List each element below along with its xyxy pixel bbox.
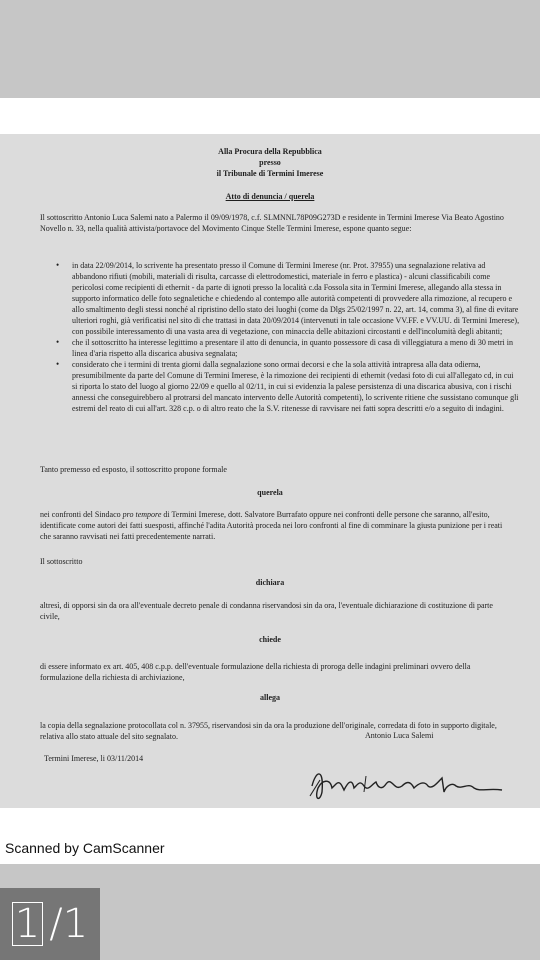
chiede-heading: chiede [259,635,281,644]
undersigned-line: Il sottoscritto [40,557,83,566]
addressee-line-1: Alla Procura della Repubblica [218,147,322,156]
total-pages: /1 [49,901,89,947]
scanned-document [0,134,540,808]
chiede-paragraph: di essere informato ex art. 405, 408 c.p.p. dell'eventuale formulazione della richiesta di proroga delle indagini preliminari ovvero della formulazione della richiesta di archiviazione, [40,662,471,682]
addressee-line-2: presso [259,158,281,167]
allega-paragraph: la copia della segnalazione protocollata col n. 37955, riservandosi sin da ora la produzione dell'originale, corredata di foto in supporto digitale, relativa allo stato attuale del sito segnalato. [40,721,497,741]
document-subject: Atto di denuncia / querela [225,192,315,201]
list-item: • considerato che i termini di trenta giorni dalla segnalazione sono ormai decorsi e che la sola attività intrapresa alla data odierna, presumibilmente da parte del Comune di Termini Imerese, è la rimozione dei recipienti di ethernit (vedasi foto di cui all'allegato cd, in cui si riporta lo stato del luogo al giorno 22/09 e quello al 02/11, in cui si evidenzia la palese persistenza di una discarica abusiva, con i rischi annessi che conseguirebbero al protrarsi del mancato intervento delle Autorità competenti), lo scrivente ritiene che sussistano comunque gli estremi del reato di cui all'art. 328 c.p. o di altro reato che la S.V. ritenesse di ravvisare nei fatti sopra descritti e/o a seguito di indagini. [72,359,520,414]
intro-paragraph: Il sottoscritto Antonio Luca Salemi nato a Palermo il 09/09/1978, c.f. SLMNNL78P09G273D e residente in Termini Imerese Via Beato Agostino Novello n. 33, nella qualità attivista/portavoce del Movimento Cinque Stelle Termini Imerese, espone quanto segue: [40,213,504,233]
list-item: • che il sottoscritto ha interesse legittimo a presentare il atto di denuncia, in quanto possessore di casa di villeggiatura a meno di 30 metri in linea d'aria rispetto alla discarica abusiva segnalata; [72,337,520,359]
dichiara-heading: dichiara [255,578,285,587]
allega-heading: allega [260,693,280,702]
querela-paragraph: nei confronti del Sindaco pro tempore di Termini Imerese, dott. Salvatore Burrafato oppure nei confronti delle persone che saranno, all'esito, identificate come autori dei fatti suesposti, affinché l'adita Autorità proceda nei loro confronti al fine di comminare la giusta punizione per i reati che saranno ravvisati nei fatti precedentemente narrati. [40,510,503,541]
facts-list [44,260,520,414]
handwritten-signature [306,762,506,808]
signer-name: Antonio Luca Salemi [365,731,434,740]
top-margin [0,0,540,98]
querela-heading: querela [257,488,283,497]
addressee-line-3: il Tribunale di Termini Imerese [216,169,324,178]
premise-line: Tanto premesso ed esposto, il sottoscritto propone formale [40,465,227,474]
current-page: 1 [12,902,43,946]
place-date: Termini Imerese, li 03/11/2014 [44,754,144,763]
dichiara-paragraph: altresì, di opporsi sin da ora all'eventuale decreto penale di condanna riservandosi sin da ora, l'eventuale dichiarazione di costituzione di parte civile, [40,601,493,621]
list-item: • in data 22/09/2014, lo scrivente ha presentato presso il Comune di Termini Imerese (nr. Prot. 37955) una segnalazione relativa ad abbandono rifiuti (mobili, materiali di risulta, carcasse di elettrodomestici, materiale in ferro e plastica) - alcuni classificabili come pericolosi come recipienti di ethernit - da parte di ignoti presso la località c.da Fossola sita in Termini Imerese, allegando alla stessa in supporto informatico delle foto segnaletiche e chiedendo al contempo alle autorità competenti di provvedere alla rimozione, al recupero e allo smaltimento degli stessi nonché al ripristino dello stato dei luoghi (come da Dlgs 25/02/1997 n. 22, art. 14, comma 3), al fine di evitare ulteriori roghi, già verificatisi nel sito di che trattasi in data 20/09/2014 (intervenuti in tale occasione VV.FF. e VV.UU. di Termini Imerese), con possibile interessamento di una vasta area di vegetazione, con minaccia delle abitazioni circostanti e dell'incolumità degli abitanti; [72,260,520,337]
page-gap-top [0,98,540,134]
scanner-watermark: Scanned by CamScanner [5,840,165,856]
page-indicator[interactable] [0,888,100,960]
